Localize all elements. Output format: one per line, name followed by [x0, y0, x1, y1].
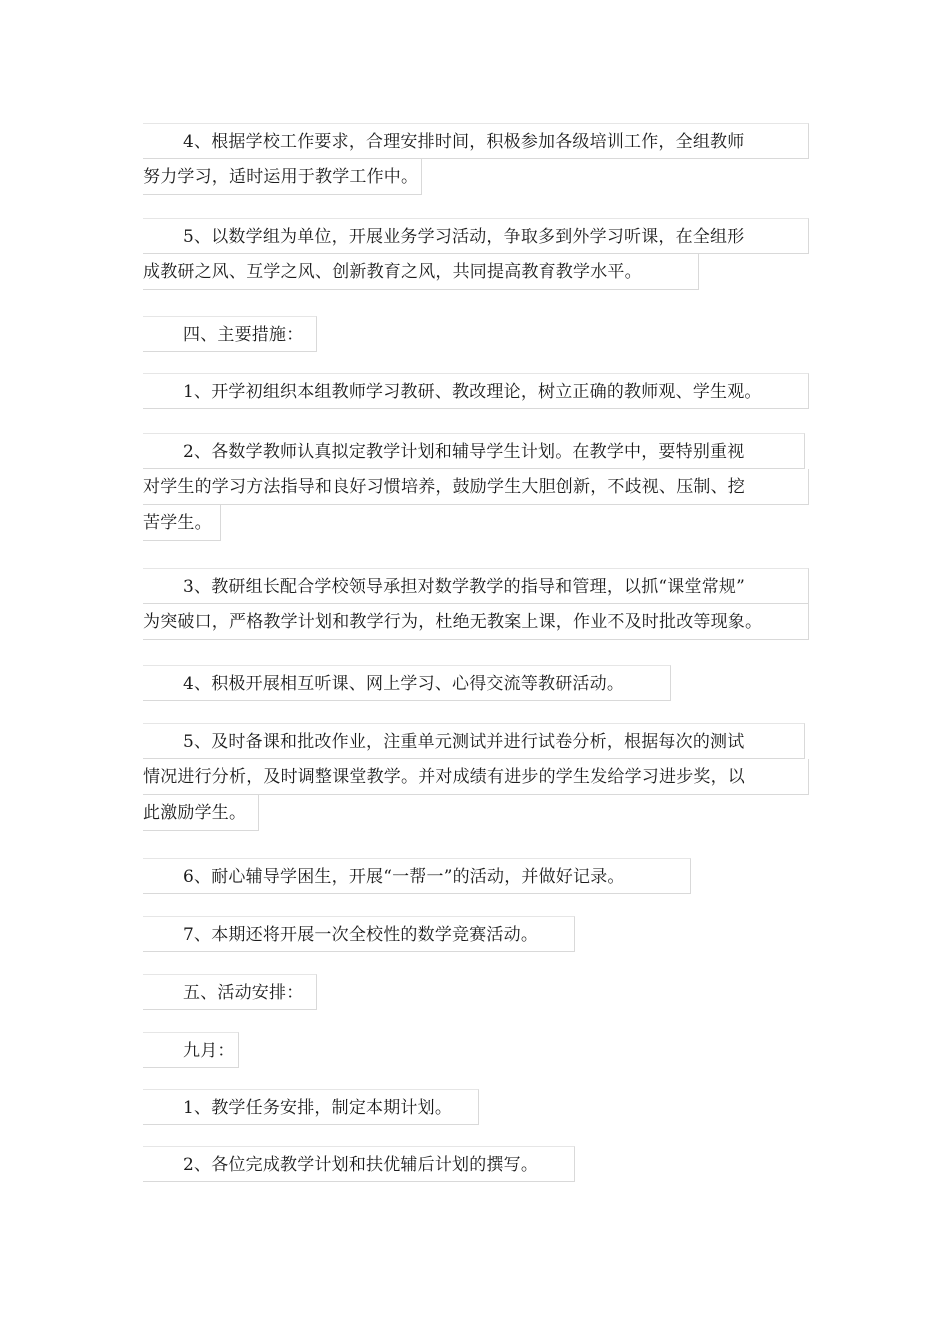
measure-2: [143, 433, 809, 541]
paragraph-line: 5、及时备课和批改作业，注重单元测试并进行试卷分析，根据每次的测试: [143, 723, 805, 759]
paragraph-line: 苦学生。: [143, 505, 221, 541]
measure-7: [143, 916, 809, 952]
paragraph-line: 对学生的学习方法指导和良好习惯培养，鼓励学生大胆创新，不歧视、压制、挖: [143, 469, 809, 505]
paragraph-line: 1、教学任务安排，制定本期计划。: [143, 1089, 479, 1125]
september-item-1: [143, 1089, 809, 1125]
measure-3: [143, 568, 809, 640]
section-heading-activity-schedule: [143, 974, 809, 1010]
paragraph-line: 6、耐心辅导学困生，开展“一帮一”的活动，并做好记录。: [143, 858, 691, 894]
section-heading: 四、主要措施：: [143, 316, 317, 352]
month-heading: 九月：: [143, 1032, 239, 1068]
paragraph-line: 为突破口，严格教学计划和教学行为，杜绝无教案上课，作业不及时批改等现象。: [143, 604, 809, 640]
paragraph-line: 2、各数学教师认真拟定教学计划和辅导学生计划。在教学中，要特别重视: [143, 433, 805, 469]
measure-4: [143, 665, 809, 701]
paragraph-line: 努力学习，适时运用于教学工作中。: [143, 159, 422, 195]
measure-1: [143, 373, 809, 409]
september-item-2: [143, 1146, 809, 1182]
section-heading: 五、活动安排：: [143, 974, 317, 1010]
paragraph-line: 5、以数学组为单位，开展业务学习活动，争取多到外学习听课，在全组形: [143, 218, 809, 254]
paragraph-line: 情况进行分析，及时调整课堂教学。并对成绩有进步的学生发给学习进步奖，以: [143, 759, 809, 795]
paragraph-line: 3、教研组长配合学校领导承担对数学教学的指导和管理，以抓“课堂常规”: [143, 568, 809, 604]
paragraph-line: 7、本期还将开展一次全校性的数学竞赛活动。: [143, 916, 575, 952]
paragraph-line: 1、开学初组织本组教师学习教研、教改理论，树立正确的教师观、学生观。: [143, 373, 809, 409]
measure-5: [143, 723, 809, 831]
paragraph-line: 4、根据学校工作要求，合理安排时间，积极参加各级培训工作，全组教师: [143, 123, 809, 159]
paragraph-line: 成教研之风、互学之风、创新教育之风，共同提高教育教学水平。: [143, 254, 699, 290]
paragraph-line: 4、积极开展相互听课、网上学习、心得交流等教研活动。: [143, 665, 671, 701]
section-heading-main-measures: [143, 316, 809, 352]
paragraph-5-study-activities: [143, 218, 809, 290]
paragraph-line: 2、各位完成教学计划和扶优辅后计划的撰写。: [143, 1146, 575, 1182]
measure-6: [143, 858, 809, 894]
paragraph-line: 此激励学生。: [143, 795, 259, 831]
paragraph-4-training: [143, 123, 809, 195]
month-september: [143, 1032, 809, 1068]
